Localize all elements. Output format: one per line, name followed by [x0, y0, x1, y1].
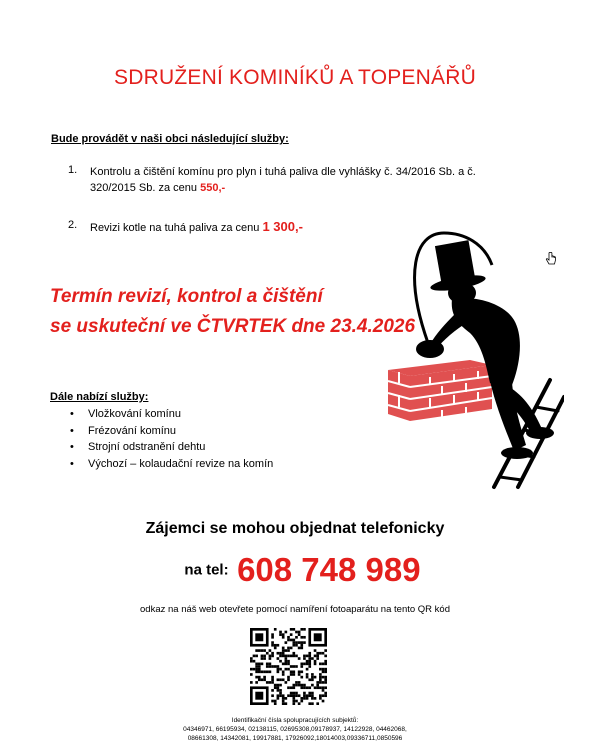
bullet-icon: •: [70, 458, 74, 470]
services-intro: Bude provádět v naši obci následující služby:: [51, 133, 289, 145]
web-note: odkaz na náš web otevřete pomocí namíření fotoaparátu na tento QR kód: [140, 604, 450, 615]
service-text: 320/2015 Sb. za cenu: [90, 182, 198, 194]
list-item: • Vložkování komínu: [70, 408, 181, 420]
phone-row: [0, 551, 605, 589]
ident-line-2: 08661308, 14342081, 19917881, 17926092,18014003,09336711,0850596: [187, 735, 403, 742]
phone-number[interactable]: 608 748 989: [237, 551, 421, 588]
ident-line-1: 04346971, 66195934, 02138115, 02695308,09178937, 14122928, 04462068,: [183, 726, 407, 733]
brick-chimney: [388, 360, 492, 421]
chimney-sweep-figure: [429, 240, 554, 459]
chimney-sweep-illustration: [374, 225, 564, 490]
bullet-icon: •: [70, 408, 74, 420]
ident-block: [0, 716, 590, 743]
bullet-icon: •: [70, 425, 74, 437]
service-number: 2.: [68, 219, 78, 231]
ident-label: Identifikační čísla spolupracujících subjektů:: [231, 717, 359, 724]
page-title: SDRUŽENÍ KOMINÍKŮ A TOPENÁŘŮ: [114, 66, 476, 89]
bullet-icon: •: [70, 441, 74, 453]
service-price: 1 300,-: [262, 219, 303, 234]
list-item: • Frézování komínu: [70, 425, 177, 437]
additional-heading: Dále nabízí služby:: [50, 391, 149, 403]
phone-prefix: na tel:: [184, 561, 229, 579]
service-text: Revizi kotle na tuhá paliva za cenu: [90, 222, 260, 234]
service-text: Kontrolu a čištění komínu pro plyn i tuhá paliva dle vyhlášky č. 34/2016 Sb. a č.: [90, 166, 476, 178]
termin-line-1: Termín revizí, kontrol a čištění: [50, 286, 323, 307]
list-item: • Strojní odstranění dehtu: [70, 441, 206, 453]
list-item: • Výchozí – kolaudační revize na komín: [70, 458, 274, 470]
service-number: 1.: [68, 164, 78, 176]
qr-code-icon[interactable]: [250, 628, 327, 705]
service-price: 550,-: [200, 182, 226, 194]
contact-headline: Zájemci se mohou objednat telefonicky: [145, 520, 445, 537]
termin-line-2: se uskuteční ve ČTVRTEK dne 23.4.2026: [50, 316, 416, 337]
hand-cursor-icon: [545, 252, 557, 266]
